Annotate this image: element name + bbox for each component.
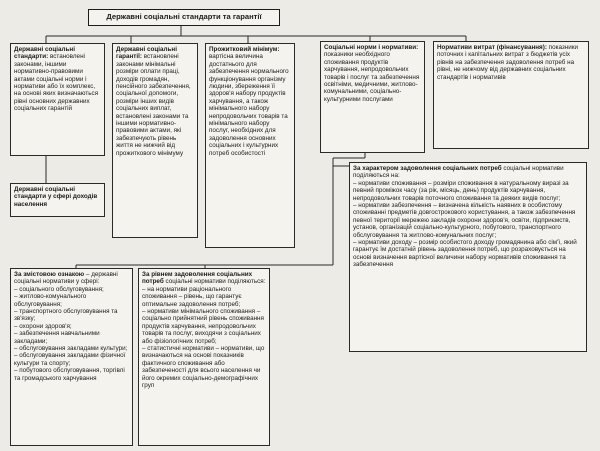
box-by-content [10,268,133,446]
box-expenditure-norms [433,41,589,149]
by-content-item: – охорони здоров'я; [14,322,72,330]
box-by-level [138,268,270,446]
standards-heading: Державні соціальні стандарти: [14,46,75,61]
norms-body: показники необхідного споживання продуктів харчування, непродовольчих товарів і послуг та забезпечення освітніми, медичними, житлово-комунальними, соціально-культурними послугами [324,51,420,103]
income-standards-text: Державні соціальні стандарти у сфері доходів населення [14,186,98,208]
by-content-item: – обслуговування закладами фізичної культури та спорту; [14,352,126,367]
by-level-heading: За рівнем задоволення соціальних потреб [142,271,253,286]
by-content-heading: За змістовою ознакою [14,271,85,278]
guarantees-body: встановлені законами мінімальні розміри оплати праці, доходів громадян, пенсійного забезпечення, соціальної допомоги, розміри інших видів соціальних виплат, встановлені законами та іншими нормативно-правовими актами, які забезпечують рівень життя не нижчий від прожиткового мінімуму [116,53,191,157]
by-level-intro: соціальні нормативи поділяються: [163,278,266,286]
box-subsistence-minimum [205,43,295,248]
by-content-item: – забезпечення навчальними закладами; [14,330,100,345]
by-content-item: – транспортного обслуговування та зв'язку; [14,308,118,323]
by-character-heading: За характером задоволення соціальних потреб [353,165,502,172]
expenditure-body: показники поточних і капітальних витрат з бюджетів усіх рівнів на забезпечення задоволення потреб на рівні, не нижчому від державних соціальних стандартів і нормативів [437,44,579,81]
by-content-item: – обслуговування закладами культури; [14,345,128,353]
by-content-item: – житлово-комунального обслуговування; [14,293,87,308]
box-income-standards [10,183,105,217]
by-level-item: – статистичні нормативи – нормативи, що визначаються на основі показників фактичного споживання або забезпеченості для всього населення чи його окремих соціально-демографічних груп [142,345,265,390]
by-level-item: – нормативи мінімального споживання – соціально прийнятний рівень споживання продуктів харчування, непродовольчих товарів та послуг, виходячи з соціальних або фізіологічних потреб; [142,308,264,345]
box-by-character [349,162,587,352]
diagram-title [88,9,280,26]
by-character-item: – нормативи забезпечення – визначена кількість наявних в особистому споживанні предметів довгострокового користування, а також забезпечення певної території мережею закладів охорони здоров'я, освіти, підприємств, установ, організацій соціально-культурного, побутового, транспортного обслуговування та житлово-комунальних послуг; [353,202,576,239]
diagram-title-text: Державні соціальні стандарти та гарантії [106,12,262,21]
by-content-item: – соціального обслуговування; [14,285,104,293]
by-content-item: – побутового обслуговування, торгівлі та громадського харчування [14,367,125,382]
by-level-item: – на нормативи раціонального споживання – рівень, що гарантує оптимальне задоволення потреб; [142,285,242,308]
guarantees-heading: Державні соціальні гарантії: [116,46,177,61]
norms-heading: Соціальні норми і нормативи: [324,44,419,51]
box-state-social-standards [10,43,105,156]
subsistence-heading: Прожитковий мінімум: [209,46,280,53]
standards-body: встановлені законами, іншими нормативно-правовими актами соціальні норми і нормативи або їх комплекс, на основі яких визначаються рівні основних державних соціальних гарантій [14,53,99,113]
by-character-intro: соціальні нормативи поділяються на: [353,165,564,180]
box-state-social-guarantees [112,43,198,238]
subsistence-body: вартісна величина достатнього для забезпечення нормального функціонування організму людини, збереження її здоров'я набору продуктів харчування, а також мінімального набору непродовольчих товарів та мінімального набору послуг, необхідних для задоволення основних соціальних і культурних потреб особистості [209,53,289,157]
by-character-item: – нормативи доходу – розмір особистого доходу громадянина або сім'ї, який гарантує їм достатній рівень задоволення потреб, що розраховується на основі визначення вартісної величини набору нормативів споживання та забезпечення [353,239,577,269]
expenditure-heading: Нормативи витрат (фінансування): [437,44,547,51]
by-content-intro: – державні соціальні нормативи у сфері: [14,271,118,286]
by-character-item: – нормативи споживання – розміри споживання в натуральному виразі за певний проміжок часу (за рік, місяць, день) продуктів харчування, непродовольчих товарів поточного споживання та деяких видів послуг; [353,179,569,202]
box-social-norms [320,41,425,153]
